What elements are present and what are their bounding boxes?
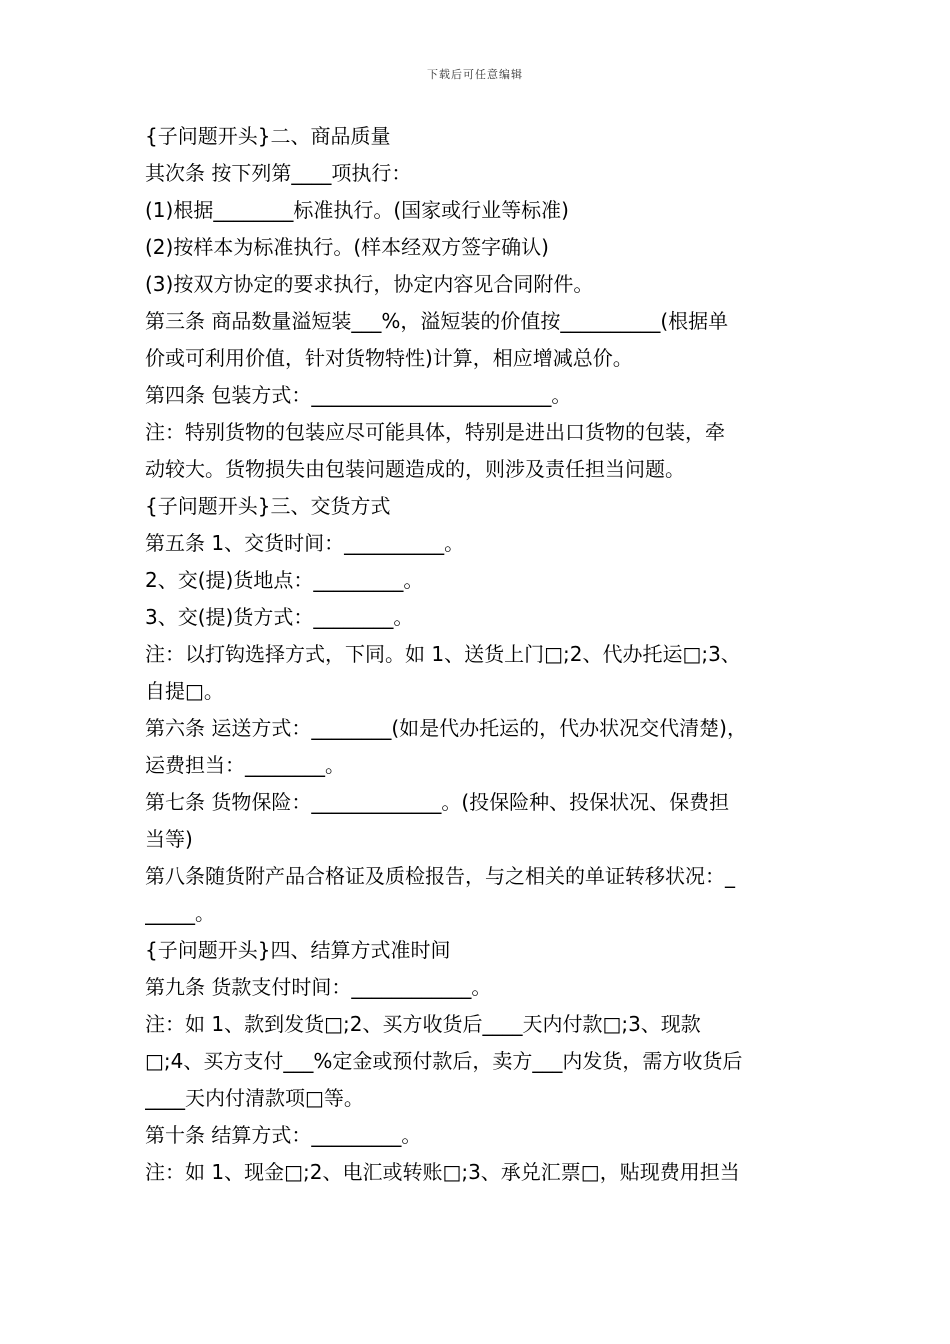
paragraph-line: 注：特别货物的包装应尽可能具体，特别是进出口货物的包装，牵 [145,420,725,444]
paragraph-line: 注：如 1、现金□;2、电汇或转账□;3、承兑汇票□，贴现费用担当 [145,1160,740,1184]
section-heading-quality: {子问题开头}二、商品质量 [145,124,391,148]
paragraph-line: 注：以打钩选择方式，下同。如 1、送货上门□;2、代办托运□;3、 [145,642,741,666]
document-body [145,118,815,1191]
paragraph-line: 第三条 商品数量溢短装___%，溢短装的价值按__________(根据单 [145,309,729,333]
section-heading-settlement: {子问题开头}四、结算方式准时间 [145,938,451,962]
paragraph-line: 2、交(提)货地点：_________。 [145,568,424,592]
paragraph-line: 价或可利用价值，针对货物特性)计算，相应增减总价。 [145,346,633,370]
paragraph-line: (1)根据________标准执行。(国家或行业等标准) [145,198,569,222]
paragraph-line: 第六条 运送方式：________(如是代办托运的，代办状况交代清楚)， [145,716,747,740]
paragraph-line: 第九条 货款支付时间：____________。 [145,975,492,999]
paragraph-line: 第八条随货附产品合格证及质检报告，与之相关的单证转移状况：_ [145,864,735,888]
paragraph-line: (3)按双方协定的要求执行，协定内容见合同附件。 [145,272,594,296]
paragraph-line: _____。 [145,901,215,925]
paragraph-line: 当等) [145,827,193,851]
paragraph-line: 动较大。货物损失由包装问题造成的，则涉及责任担当问题。 [145,457,685,481]
paragraph-line: 其次条 按下列第____项执行： [145,161,412,185]
paragraph-line: 第四条 包装方式：________________________。 [145,383,572,407]
paragraph-line: 运费担当：________。 [145,753,345,777]
paragraph-line: 注：如 1、款到发货□;2、买方收货后____天内付款□;3、现款 [145,1012,701,1036]
paragraph-line: ____天内付清款项□等。 [145,1086,364,1110]
paragraph-line: 3、交(提)货方式：________。 [145,605,414,629]
paragraph-line: 自提□。 [145,679,224,703]
header-note: 下载后可任意编辑 [427,68,523,81]
paragraph-line: (2)按样本为标准执行。(样本经双方签字确认) [145,235,549,259]
paragraph-line: □;4、买方支付___%定金或预付款后，卖方___内发货，需方收货后 [145,1049,743,1073]
paragraph-line: 第五条 1、交货时间：__________。 [145,531,465,555]
section-heading-delivery: {子问题开头}三、交货方式 [145,494,391,518]
paragraph-line: 第十条 结算方式：_________。 [145,1123,422,1147]
paragraph-line: 第七条 货物保险：_____________。(投保险种、投保状况、保费担 [145,790,730,814]
